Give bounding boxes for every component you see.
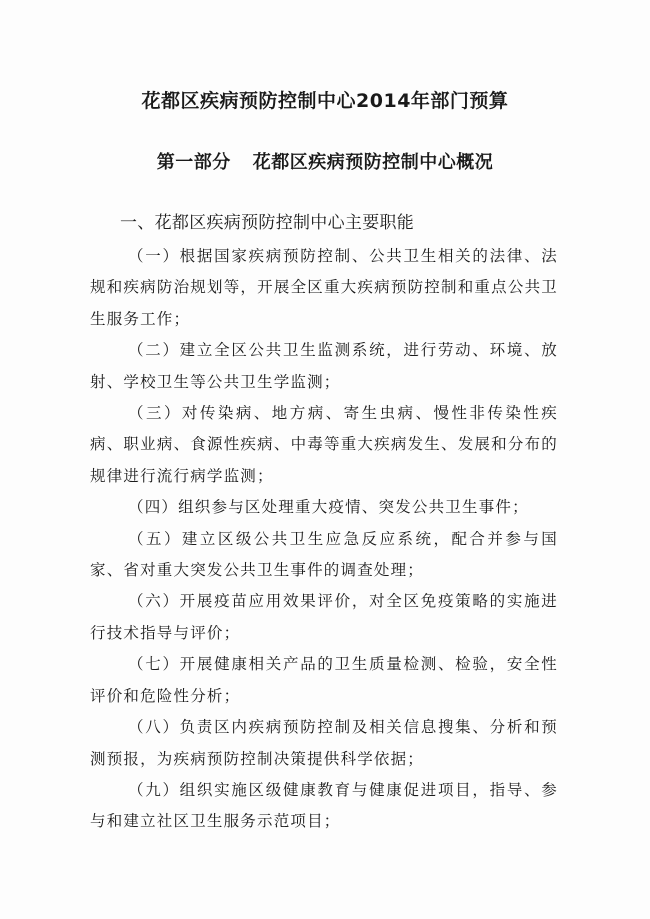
section-heading: 一、花都区疾病预防控制中心主要职能 <box>120 213 415 233</box>
paragraph-duty-6: （六）开展疫苗应用效果评价，对全区免疫策略的实施进行技术指导与评价； <box>90 592 558 642</box>
paragraph-duty-5: （五）建立区级公共卫生应急反应系统，配合并参与国家、省对重大突发公共卫生事件的调查处理； <box>90 529 558 580</box>
paragraph-duty-7: （七）开展健康相关产品的卫生质量检测、检验，安全性评价和危险性分析； <box>90 655 558 705</box>
paragraph-duty-3: （三）对传染病、地方病、寄生虫病、慢性非传染性疾病、职业病、食源性疾病、中毒等重大疾病发生、发展和分布的规律进行流行病学监测； <box>90 404 558 485</box>
body-text <box>90 241 558 838</box>
paragraph-duty-1: （一）根据国家疾病预防控制、公共卫生相关的法律、法规和疾病防治规划等，开展全区重大疾病预防控制和重点公共卫生服务工作； <box>90 247 558 328</box>
part-label: 第一部分 <box>156 152 231 173</box>
paragraph-duty-4: （四）组织参与区处理重大疫情、突发公共卫生事件； <box>128 498 529 517</box>
document-title: 花都区疾病预防控制中心2014年部门预算 <box>141 90 509 112</box>
part-heading <box>0 148 650 174</box>
paragraph-duty-8: （八）负责区内疾病预防控制及相关信息搜集、分析和预测预报，为疾病预防控制决策提供科学依据； <box>90 718 558 768</box>
paragraph-duty-9: （九）组织实施区级健康教育与健康促进项目，指导、参与和建立社区卫生服务示范项目； <box>90 780 558 831</box>
paragraph-duty-2: （二）建立全区公共卫生监测系统，进行劳动、环境、放射、学校卫生等公共卫生学监测； <box>90 341 558 391</box>
part-title: 花都区疾病预防控制中心概况 <box>252 152 494 173</box>
